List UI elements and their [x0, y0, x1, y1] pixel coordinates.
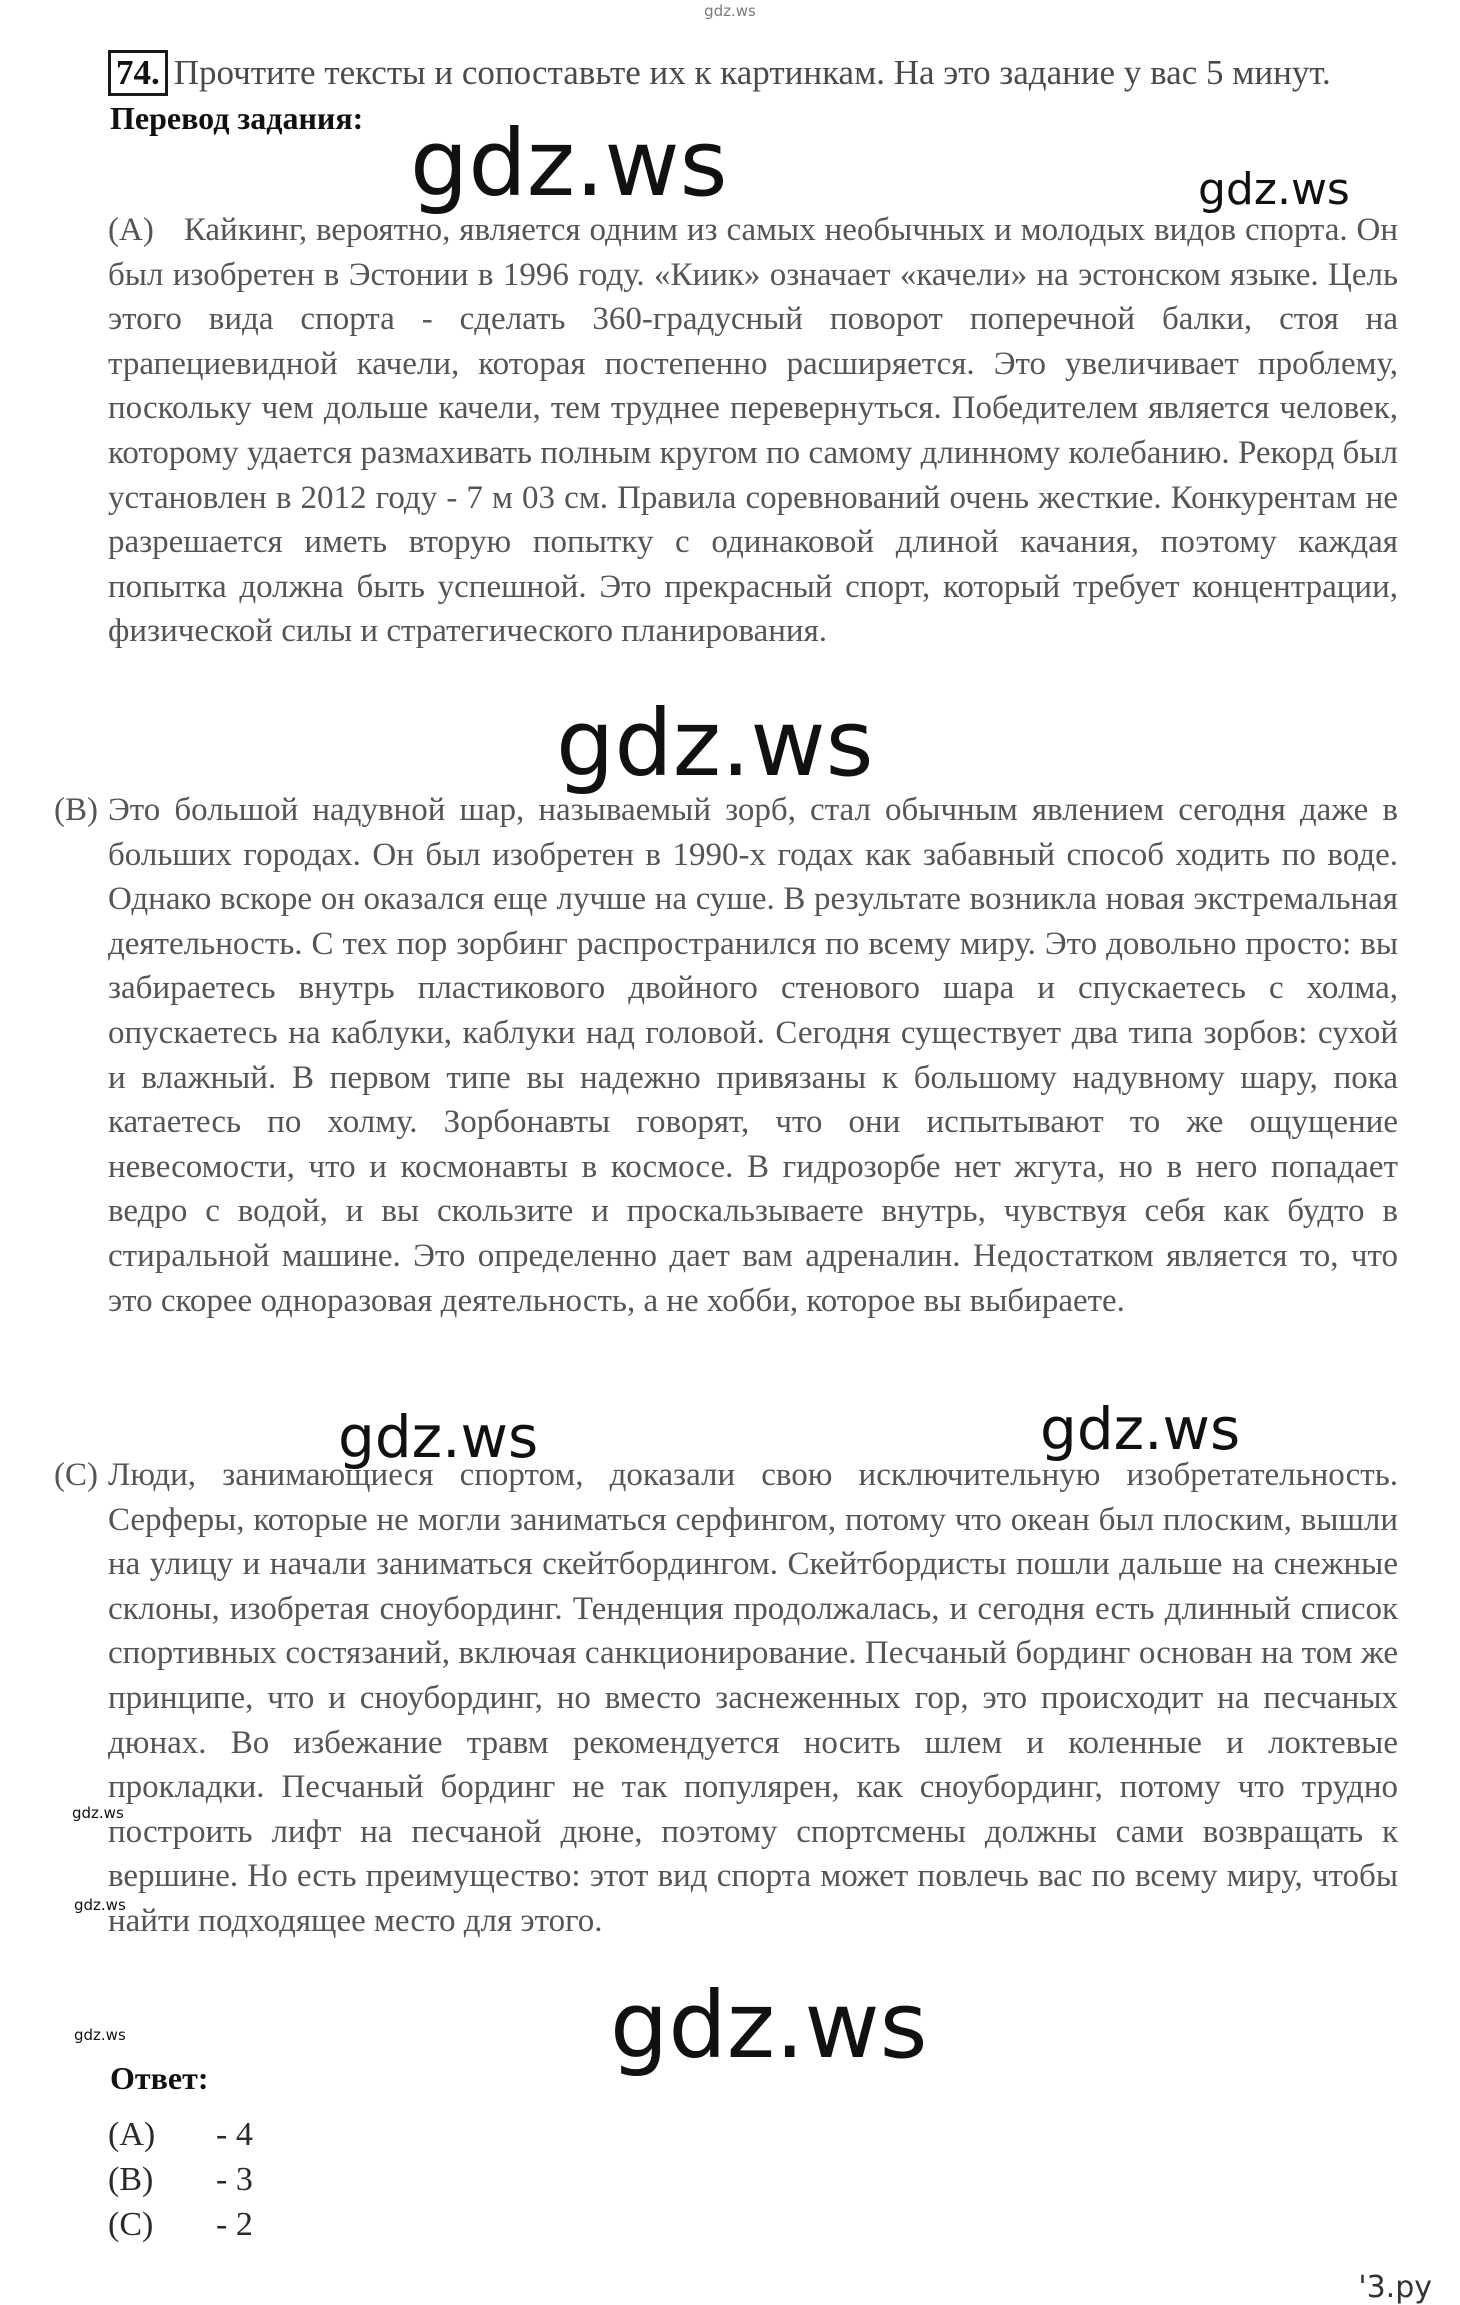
- paragraph-b: [54, 788, 1398, 1323]
- translation-heading: Перевод задания:: [110, 100, 364, 136]
- watermark: gdz.ws: [338, 1403, 539, 1471]
- top-watermark: gdz.ws: [704, 2, 756, 20]
- paragraph-a: [108, 208, 1398, 654]
- watermark: gdz.ws: [74, 2026, 126, 2044]
- paragraph-a-text: Кайкинг, вероятно, является одним из самых необычных и молодых видов спорта. Он был изобретен в Эстонии в 1996 году. «Киик» означает «качели» на эстонском языке. Цель этого вида спорта - сделать 360-градусный поворот поперечной балки, стоя на трапециевидной качели, которая постепенно расширяется. Это увеличивает проблему, поскольку чем дольше качели, тем труднее перевернуться. Победителем является человек, которому удается размахивать полным кругом по самому длинному колебанию. Рекорд был установлен в 2012 году - 7 м 03 см. Правила соревнований очень жесткие. Конкурентам не разрешается иметь вторую попытку с одинаковой длиной качания, поэтому каждая попытка должна быть успешной. Это прекрасный спорт, который требует концентрации, физической силы и стратегического планирования.: [108, 212, 1398, 650]
- answer-letter: (A): [108, 2116, 156, 2153]
- paragraph-b-marker: (В): [54, 792, 98, 828]
- answer-letter: (C): [108, 2206, 154, 2243]
- answer-value: - 2: [216, 2206, 253, 2243]
- corner-text: '3.ру: [1358, 2270, 1432, 2305]
- task-statement: [108, 50, 1408, 96]
- answer-value: - 4: [216, 2116, 253, 2153]
- answer-list: [108, 2112, 253, 2247]
- watermark: gdz.ws: [72, 1804, 124, 1822]
- paragraph-b-text: Это большой надувной шар, называемый зорб, стал обычным явлением сегодня даже в больших городах. Он был изобретен в 1990-х годах как забавный способ ходить по воде. Однако вскоре он оказался еще лучше на суше. В результате возникла новая экстремальная деятельность. С тех пор зорбинг распространился по всему миру. Это довольно просто: вы забираетесь внутрь пластикового двойного стенового шара и спускаетесь с холма, опускаетесь на каблуки, каблуки над головой. Сегодня существует два типа зорбов: сухой и влажный. В первом типе вы надежно привязаны к большому надувному шару, пока катаетесь по холму. Зорбонавты говорят, что они испытывают то же ощущение невесомости, что и космонавты в космосе. В гидрозорбе нет жгута, но в него попадает ведро с водой, и вы скользите и проскальзываете внутрь, чувствуя себя как будто в стиральной машине. Это определенно дает вам адреналин. Недостатком является то, что это скорее одноразовая деятельность, а не хобби, которое вы выбираете.: [108, 792, 1398, 1319]
- task-text: Прочтите тексты и сопоставьте их к картинкам. На это задание у вас 5 минут.: [173, 53, 1331, 92]
- answer-heading: Ответ:: [110, 2060, 209, 2096]
- watermark: gdz.ws: [1198, 164, 1350, 215]
- answer-row: [108, 2202, 253, 2247]
- watermark: gdz.ws: [1040, 1395, 1241, 1463]
- answer-row: [108, 2157, 253, 2202]
- watermark: gdz.ws: [410, 110, 728, 217]
- answer-value: - 3: [216, 2161, 253, 2198]
- answer-row: [108, 2112, 253, 2157]
- task-number: 74.: [108, 50, 168, 96]
- paragraph-c-marker: (С): [54, 1457, 98, 1493]
- paragraph-a-marker: (А): [108, 212, 154, 248]
- watermark: gdz.ws: [610, 1972, 928, 2079]
- answer-letter: (B): [108, 2161, 154, 2198]
- watermark: gdz.ws: [74, 1896, 126, 1914]
- paragraph-c-text: Люди, занимающиеся спортом, доказали свою исключительную изобретательность. Серферы, которые не могли заниматься серфингом, потому что океан был плоским, вышли на улицу и начали заниматься скейтбордингом. Скейтбордисты пошли дальше на снежные склоны, изобретая сноубординг. Тенденция продолжалась, и сегодня есть длинный список спортивных состязаний, включая санкционирование. Песчаный бординг основан на том же принципе, что и сноубординг, но вместо заснеженных гор, это происходит на песчаных дюнах. Во избежание травм рекомендуется носить шлем и коленные и локтевые прокладки. Песчаный бординг не так популярен, как сноубординг, потому что трудно построить лифт на песчаной дюне, поэтому спортсмены должны сами возвращать к вершине. Но есть преимущество: этот вид спорта может повлечь вас по всему миру, чтобы найти подходящее место для этого.: [108, 1457, 1398, 1939]
- watermark: gdz.ws: [556, 690, 874, 797]
